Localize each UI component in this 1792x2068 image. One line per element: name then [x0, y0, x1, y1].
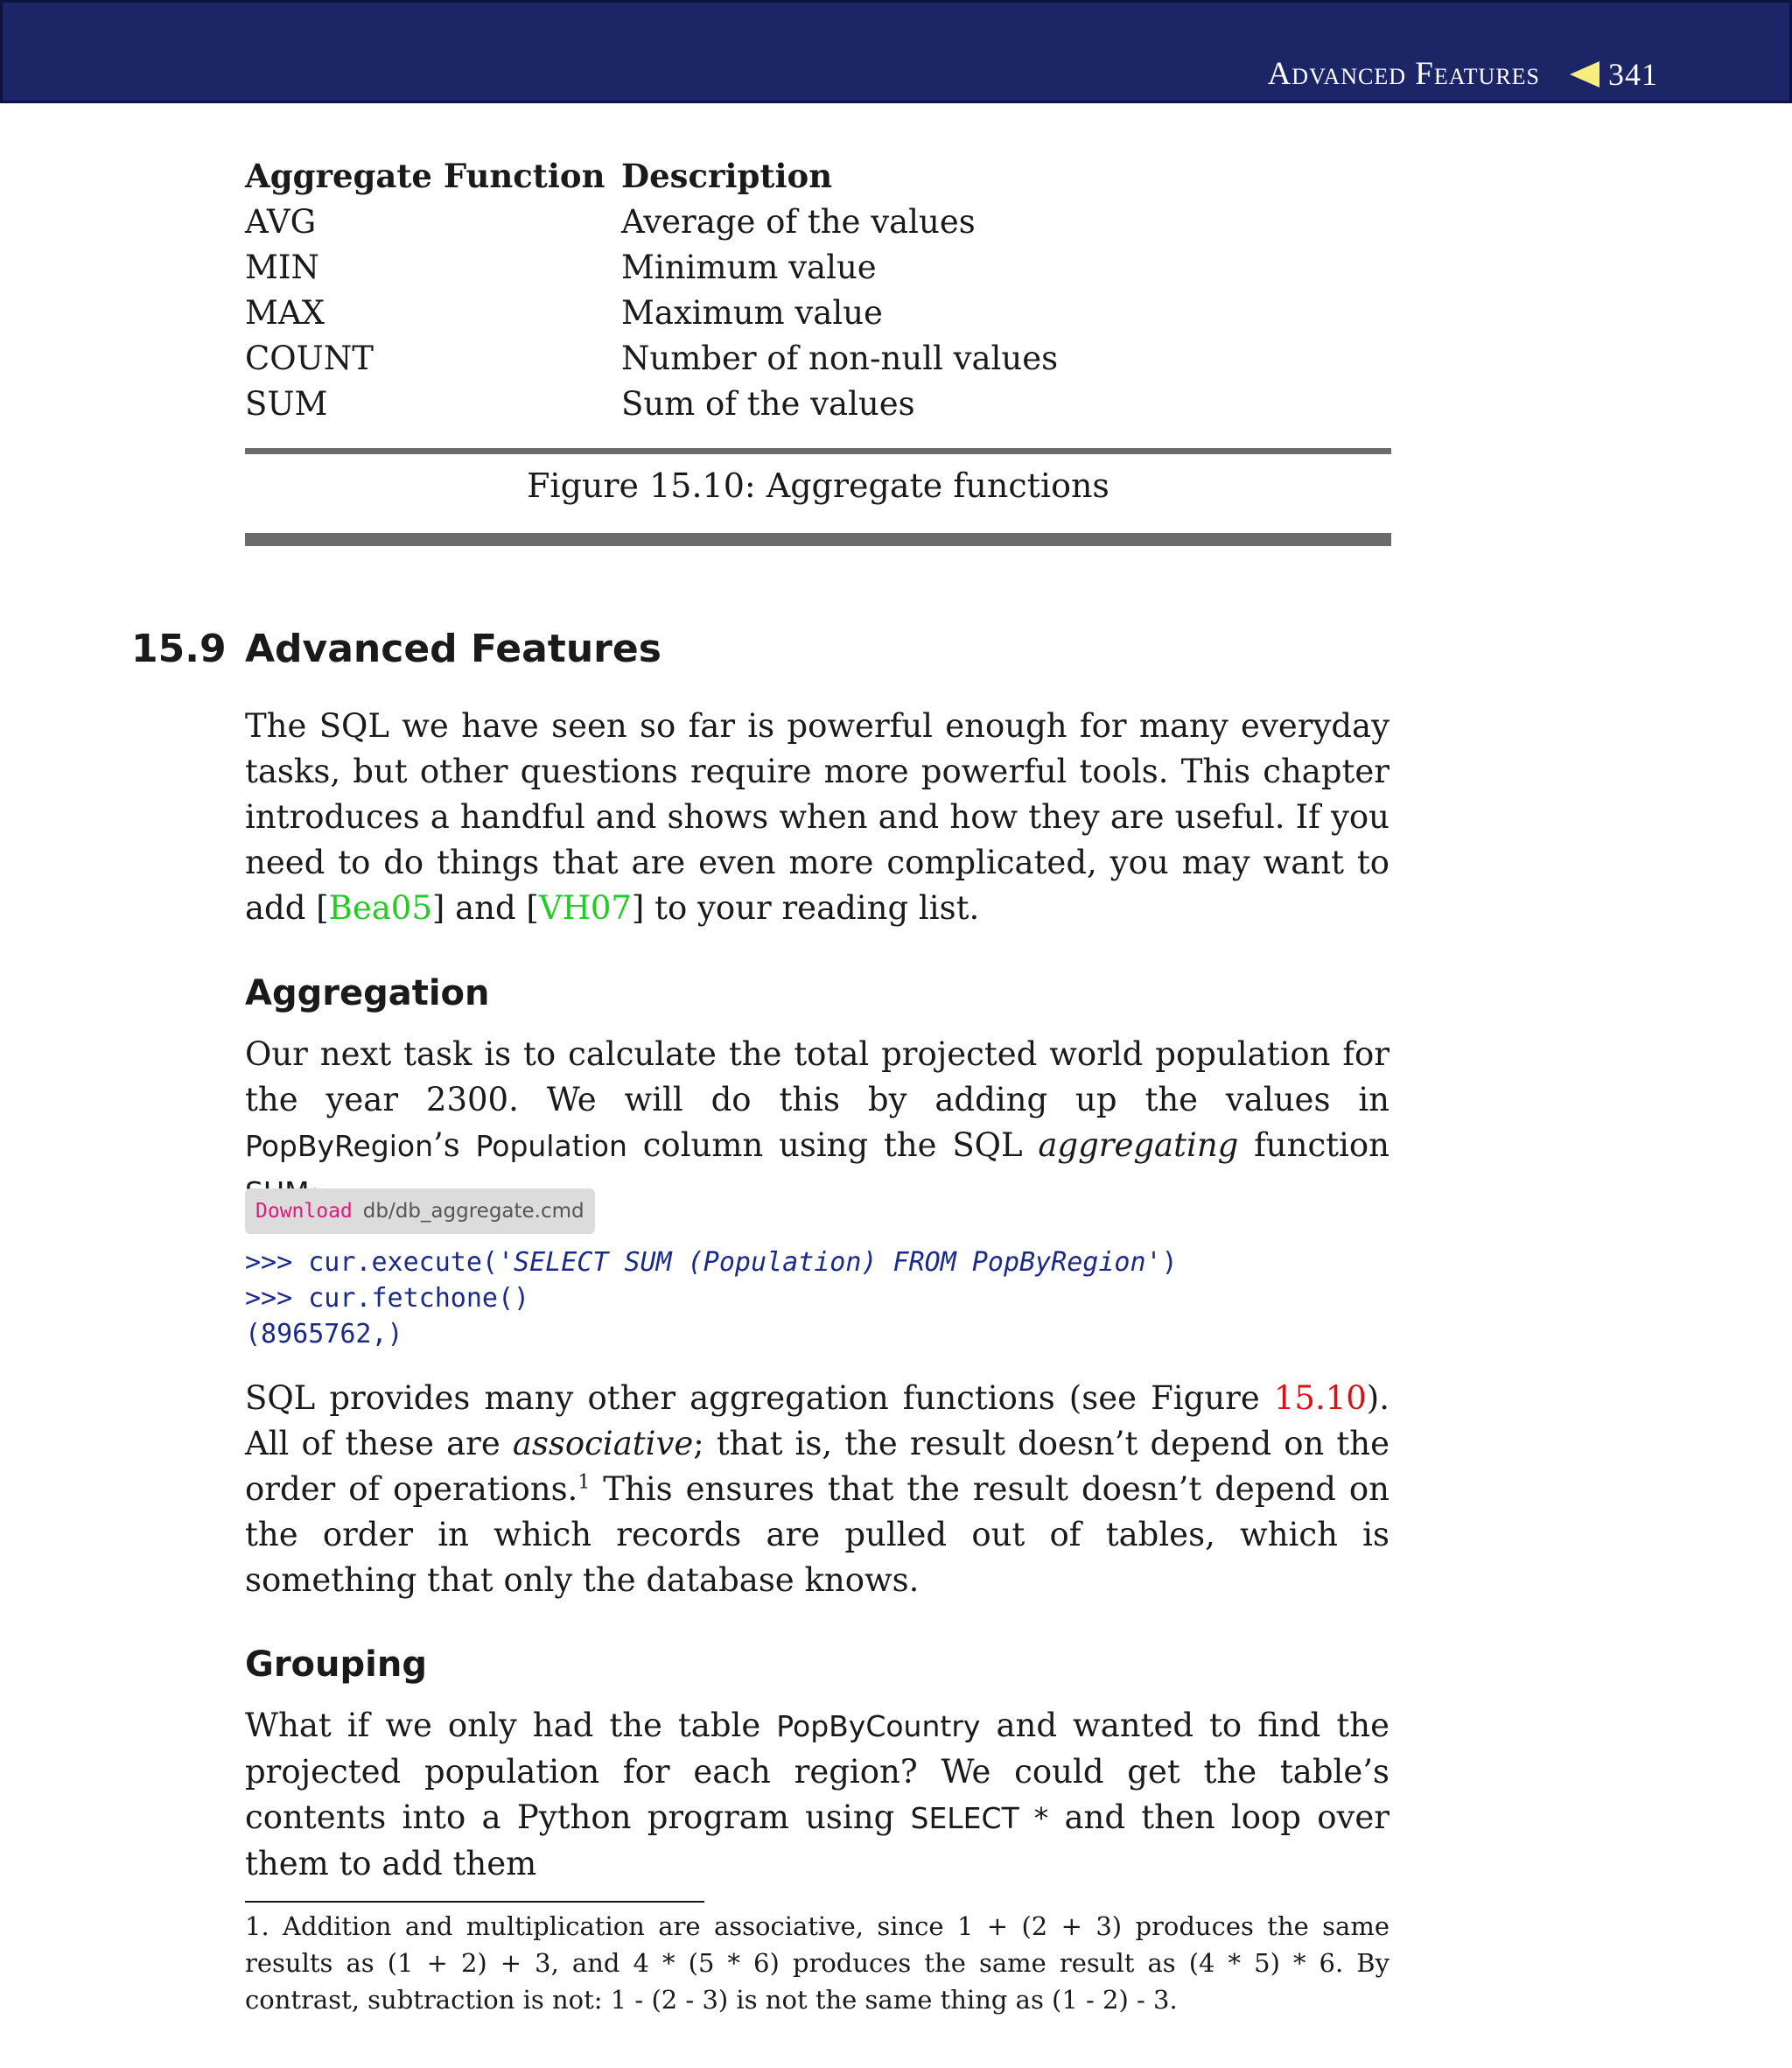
table-row	[245, 199, 1391, 244]
text-span: and then loop over them to add them	[245, 1798, 1390, 1882]
code-string: 'SELECT SUM (Population) FROM PopByRegion'	[497, 1247, 1162, 1278]
text-span: ). All of these are	[245, 1379, 1390, 1462]
text-span: ’s	[433, 1126, 476, 1164]
table-cell: Sum of the values	[621, 384, 915, 423]
code-output: (8965762,)	[245, 1319, 403, 1349]
code-line	[245, 1244, 1178, 1280]
aggregation-functions-paragraph	[245, 1376, 1390, 1603]
table-cell: MIN	[245, 248, 319, 286]
table-row	[245, 335, 1391, 381]
table-header-cell: Aggregate Function	[245, 157, 606, 195]
running-head	[1268, 55, 1658, 93]
table-header-row	[245, 153, 1391, 199]
download-label[interactable]: Download	[256, 1200, 353, 1223]
table-cell: COUNT	[245, 339, 374, 377]
running-title: Advanced Features	[1267, 56, 1540, 92]
download-link[interactable]	[245, 1188, 595, 1234]
section-number: 15.9	[131, 627, 227, 671]
text-span: and wanted to find the projected population for each region? We could get the table’s contents into a Python program using	[245, 1707, 1390, 1836]
figure-caption: Figure 15.10: Aggregate functions	[527, 466, 1110, 505]
footnote-rule	[245, 1901, 704, 1903]
text-span: column using the SQL	[626, 1126, 1039, 1164]
table-cell: Minimum value	[621, 248, 877, 286]
table-cell: MAX	[245, 293, 325, 332]
inline-code: PopByCountry	[776, 1709, 981, 1743]
footnote-marker[interactable]: 1	[578, 1471, 591, 1494]
table-cell: Maximum value	[621, 293, 883, 332]
grouping-heading: Grouping	[245, 1644, 427, 1685]
section-intro-paragraph	[245, 704, 1390, 931]
text-span: ] and [	[431, 889, 539, 927]
table-cell: Average of the values	[621, 202, 976, 241]
table-cell: Number of non-null values	[621, 339, 1059, 377]
grouping-paragraph	[245, 1703, 1390, 1887]
citation-link[interactable]: VH07	[538, 889, 632, 927]
table-row	[245, 381, 1391, 426]
emphasis: aggregating	[1038, 1126, 1239, 1164]
figure-reference-link[interactable]: 15.10	[1273, 1379, 1367, 1417]
back-triangle-icon[interactable]	[1570, 61, 1600, 88]
text-span: function	[1238, 1126, 1390, 1164]
code-text: >>> cur.execute(	[245, 1247, 498, 1278]
figure-rule-bottom	[245, 533, 1391, 546]
inline-code: PopByRegion	[245, 1129, 433, 1163]
table-cell: SUM	[245, 384, 328, 423]
text-span: ; that is, the result doesn’t depend on the order of operations.	[245, 1425, 1390, 1508]
text-span: What if we only had the table	[245, 1707, 777, 1744]
header-bar	[0, 0, 1792, 103]
text-span: ] to your reading list.	[631, 889, 980, 927]
figure-rule-top	[245, 448, 1391, 454]
aggregation-heading: Aggregation	[245, 973, 490, 1013]
table-row	[245, 290, 1391, 335]
inline-code: SELECT *	[910, 1801, 1049, 1835]
inline-code: Population	[475, 1129, 627, 1163]
emphasis: associative	[512, 1425, 694, 1462]
text-span: This ensures that the result doesn’t depend on the order in which records are pulled out of tables, which is something that only the database knows.	[245, 1470, 1390, 1599]
text-span: The SQL we have seen so far is powerful enough for many everyday tasks, but other questions require more powerful tools. This chapter introduces a handful and shows when and how they are useful. If you need to do things that are even more complicated, you may want to add [	[245, 707, 1390, 927]
text-span: SQL provides many other aggregation functions (see Figure	[245, 1379, 1274, 1417]
table-row	[245, 244, 1391, 290]
table-cell: AVG	[245, 202, 317, 241]
aggregate-functions-table	[245, 153, 1391, 426]
text-span: Our next task is to calculate the total projected world population for the year 2300. We will do this by adding up the values in	[245, 1035, 1390, 1118]
footnote: 1. Addition and multiplication are associative, since 1 + (2 + 3) produces the same results as (1 + 2) + 3, and 4 * (5 * 6) produces the same result as (4 * 5) * 6. By contrast, subtraction is not: 1 - (2 - 3) is not the same thing as (1 - 2) - 3.	[245, 1911, 1390, 2015]
section-title: Advanced Features	[245, 627, 662, 671]
code-text: )	[1161, 1247, 1178, 1278]
citation-link[interactable]: Bea05	[328, 889, 432, 927]
page-number: 341	[1608, 56, 1658, 92]
code-line: >>> cur.fetchone()	[245, 1283, 530, 1314]
table-header-cell: Description	[621, 157, 833, 195]
download-path[interactable]: db/db_aggregate.cmd	[362, 1200, 584, 1223]
